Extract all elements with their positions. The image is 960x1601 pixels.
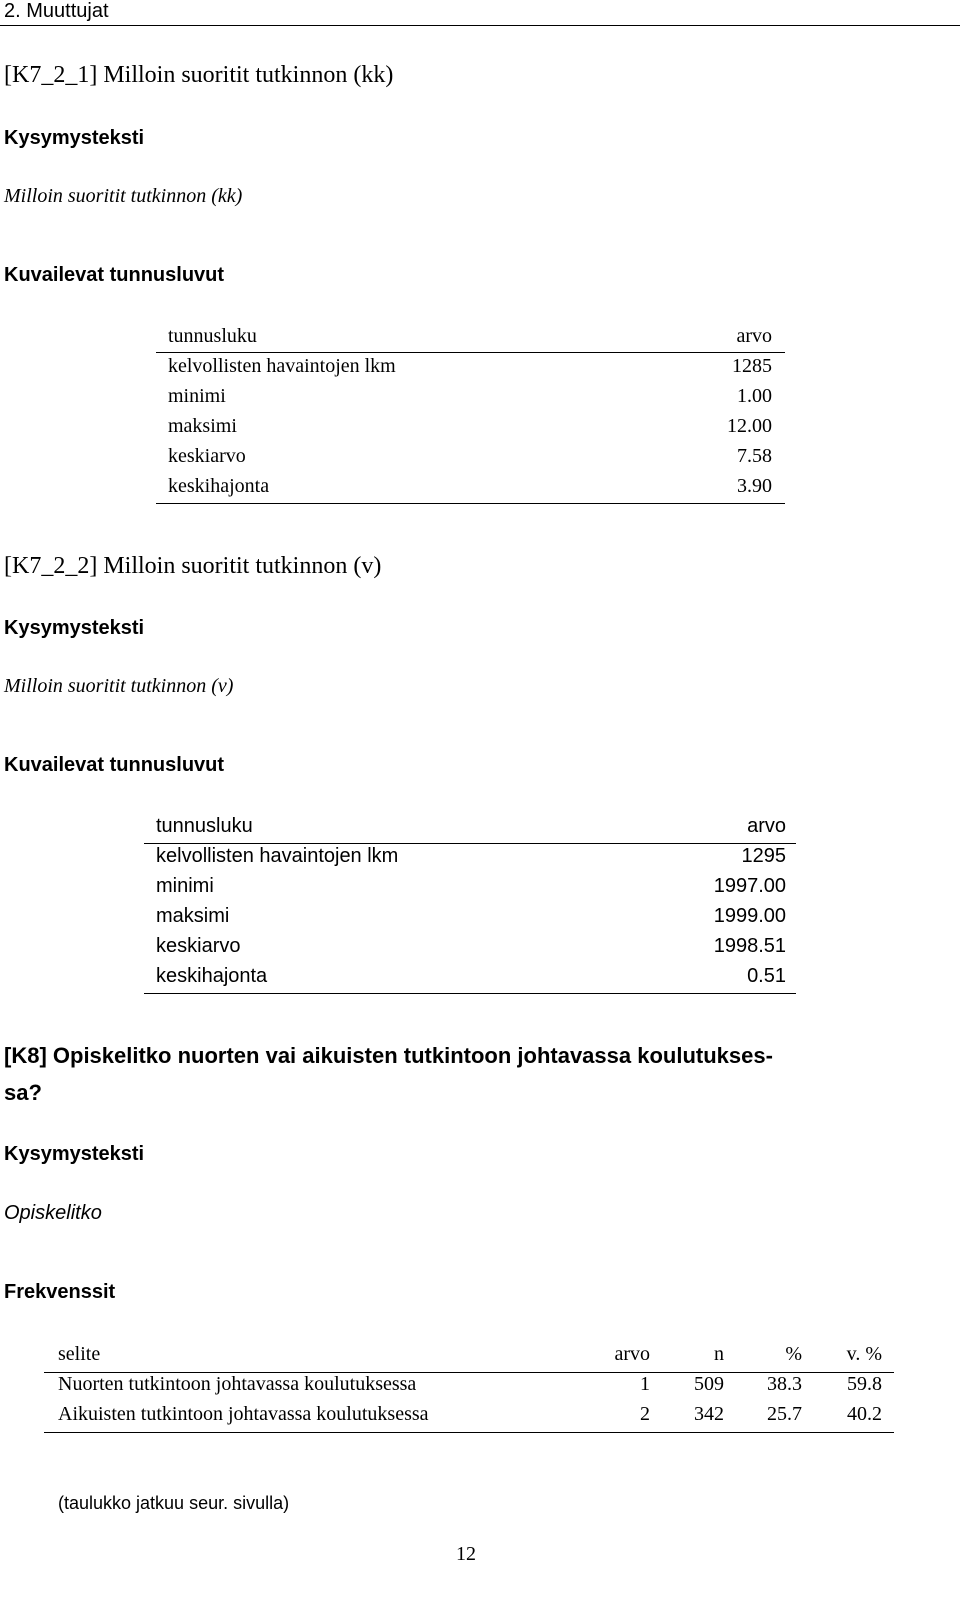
table-row-label: keskihajonta	[156, 965, 268, 987]
question-heading: Kysymysteksti	[4, 617, 145, 639]
table-rule	[144, 843, 796, 844]
table-header-value: arvo	[747, 815, 786, 837]
stats-heading: Kuvailevat tunnusluvut	[4, 754, 225, 776]
continued-note: (taulukko jatkuu seur. sivulla)	[58, 1493, 290, 1513]
question-text: Opiskelitko	[4, 1202, 102, 1224]
table-row-value: 1998.51	[713, 935, 786, 957]
table-row-value: 1295	[741, 845, 786, 867]
freq-row-percent: 38.3	[767, 1373, 802, 1395]
table-row-label: minimi	[168, 385, 226, 407]
freq-row-valid-percent: 40.2	[847, 1403, 882, 1425]
stats-heading: Kuvailevat tunnusluvut	[4, 264, 225, 286]
table-row-label: minimi	[156, 875, 214, 897]
table-row-label: keskiarvo	[168, 445, 246, 467]
table-row-value: 1997.00	[713, 875, 786, 897]
table-row-value: 12.00	[727, 415, 772, 437]
table-row-value: 7.58	[737, 445, 772, 467]
table-row-label: kelvollisten havaintojen lkm	[156, 845, 399, 867]
freq-row-arvo: 2	[640, 1403, 650, 1425]
freq-row-valid-percent: 59.8	[847, 1373, 882, 1395]
table-row-value: 1999.00	[713, 905, 786, 927]
table-row-value: 3.90	[737, 475, 772, 497]
freq-header-n: n	[714, 1343, 724, 1365]
question-text: Milloin suoritit tutkinnon (kk)	[4, 185, 243, 207]
freq-header-arvo: arvo	[614, 1343, 650, 1365]
table-row-label: maksimi	[168, 415, 237, 437]
table-rule	[144, 993, 796, 994]
freq-row-label: Nuorten tutkintoon johtavassa koulutuksessa	[58, 1373, 417, 1395]
section-title-k7-2-1: [K7_2_1] Milloin suoritit tutkinnon (kk)	[4, 62, 394, 88]
table-row-value: 0.51	[747, 965, 786, 987]
question-heading: Kysymysteksti	[4, 1143, 145, 1165]
question-heading: Kysymysteksti	[4, 127, 145, 149]
freq-header-valid-percent: v. %	[846, 1343, 882, 1365]
section-title-k8: [K8] Opiskelitko nuorten vai aikuisten tutkintoon johtavassa koulutukses-	[4, 1043, 773, 1068]
table-row-label: keskihajonta	[168, 475, 270, 497]
section-title-k8-continuation: sa?	[4, 1080, 42, 1105]
table-header-label: tunnusluku	[156, 815, 253, 837]
table-rule	[156, 503, 785, 504]
freq-row-percent: 25.7	[767, 1403, 802, 1425]
table-rule	[44, 1432, 894, 1433]
freq-row-n: 342	[694, 1403, 724, 1425]
table-row-label: maksimi	[156, 905, 230, 927]
table-row-value: 1285	[732, 355, 772, 377]
freq-row-label: Aikuisten tutkintoon johtavassa koulutuksessa	[58, 1403, 429, 1425]
table-row-label: keskiarvo	[156, 935, 241, 957]
freq-row-n: 509	[694, 1373, 724, 1395]
table-rule	[156, 352, 785, 353]
table-row-label: kelvollisten havaintojen lkm	[168, 355, 396, 377]
page-number: 12	[456, 1543, 476, 1565]
header-rule	[0, 25, 960, 26]
running-header: 2. Muuttujat	[4, 0, 109, 22]
table-header-label: tunnusluku	[168, 325, 257, 347]
freq-header-percent: %	[785, 1343, 802, 1365]
freq-row-arvo: 1	[640, 1373, 650, 1395]
frequencies-heading: Frekvenssit	[4, 1281, 116, 1303]
freq-header-selite: selite	[58, 1343, 101, 1365]
question-text: Milloin suoritit tutkinnon (v)	[4, 675, 234, 697]
table-row-value: 1.00	[737, 385, 772, 407]
table-header-value: arvo	[736, 325, 772, 347]
section-title-k7-2-2: [K7_2_2] Milloin suoritit tutkinnon (v)	[4, 553, 382, 579]
